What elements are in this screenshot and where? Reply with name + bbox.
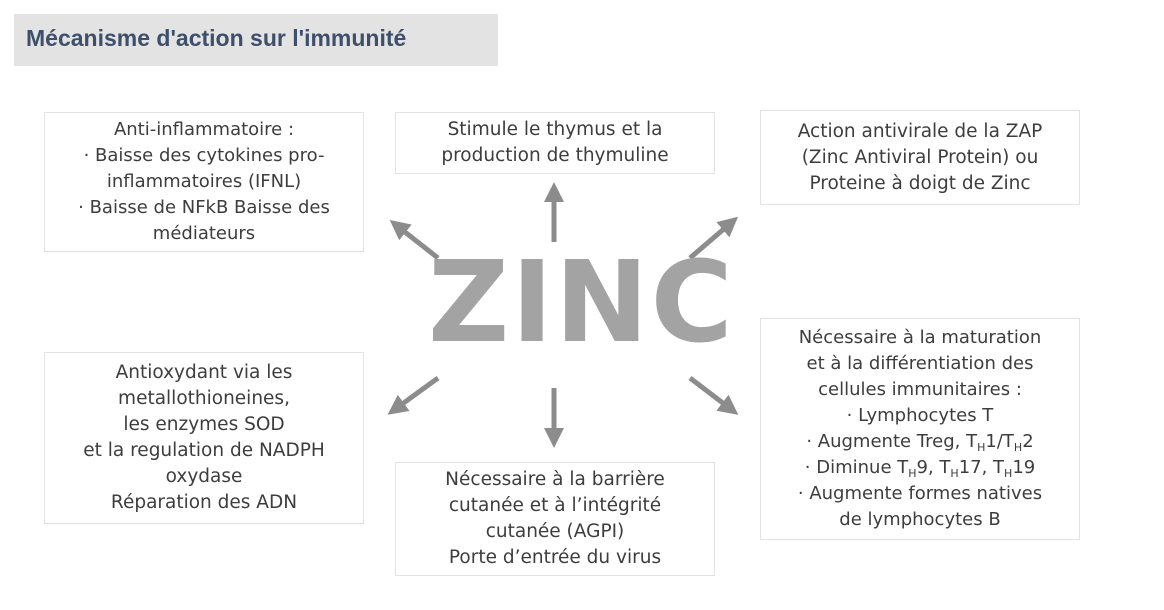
box-line: · Baisse des cytokines pro- <box>83 145 325 166</box>
box-line: · Lymphocytes T <box>846 405 994 426</box>
box-line: oxydase <box>165 466 243 487</box>
box-line: Stimule le thymus et la <box>447 119 663 140</box>
box-line: (Zinc Antiviral Protein) ou <box>801 146 1039 168</box>
box-line: cellules immunitaires : <box>818 379 1022 400</box>
subscript: H <box>950 467 959 480</box>
diminue-line <box>805 455 1035 481</box>
box-line: et la regulation de NADPH <box>83 440 325 461</box>
zinc-center-label: ZINC <box>428 238 735 368</box>
immune-maturation-box <box>760 318 1080 540</box>
box-line: et à la différentiation des <box>806 353 1034 374</box>
box-line: les enzymes SOD <box>123 414 285 435</box>
box-line: Proteine à doigt de Zinc <box>809 172 1031 194</box>
arrow-down-right <box>690 378 732 410</box>
box-line: cutanée (AGPI) <box>485 521 625 542</box>
box-line: production de thymuline <box>441 145 669 166</box>
diminue-b: 17, T <box>958 457 1005 478</box>
box-line: Antioxydant via les <box>115 362 293 383</box>
diminue-prefix: · Diminue T <box>804 457 909 478</box>
box-line: Nécessaire à la maturation <box>798 327 1042 348</box>
subscript: H <box>1004 467 1013 480</box>
box-line: · Baisse de NFkB Baisse des <box>78 197 330 218</box>
box-line: Action antivirale de la ZAP <box>797 120 1043 142</box>
thymus-box <box>395 112 715 174</box>
box-line: metallothioneines, <box>118 388 290 409</box>
subscript: H <box>1013 441 1023 454</box>
box-line: Anti-inflammatoire : <box>113 119 295 140</box>
skin-barrier-box <box>395 462 715 576</box>
box-line: cutanée et à l’intégrité <box>448 495 662 516</box>
box-line: Porte d’entrée du virus <box>448 547 662 568</box>
arrow-down-left <box>394 378 438 410</box>
treg-suffix: 2 <box>1022 431 1034 452</box>
treg-prefix: · Augmente Treg, T <box>806 431 978 452</box>
anti-inflammatory-box <box>44 112 364 252</box>
diminue-c: 19 <box>1012 457 1036 478</box>
page-title: Mécanisme d'action sur l'immunité <box>14 14 498 66</box>
treg-line <box>806 429 1033 455</box>
antiviral-box <box>760 110 1080 205</box>
box-line: de lymphocytes B <box>839 509 1001 530</box>
subscript: H <box>977 441 986 454</box>
treg-mid: 1/T <box>985 431 1014 452</box>
diminue-a: 9, T <box>916 457 951 478</box>
box-line: médiateurs <box>152 223 256 244</box>
box-line: Réparation des ADN <box>110 492 298 513</box>
box-line: · Augmente formes natives <box>797 483 1043 504</box>
box-line: inflammatoires (IFNL) <box>106 171 302 192</box>
subscript: H <box>908 467 917 480</box>
antioxidant-box <box>44 352 364 524</box>
box-line: Nécessaire à la barrière <box>445 469 665 490</box>
